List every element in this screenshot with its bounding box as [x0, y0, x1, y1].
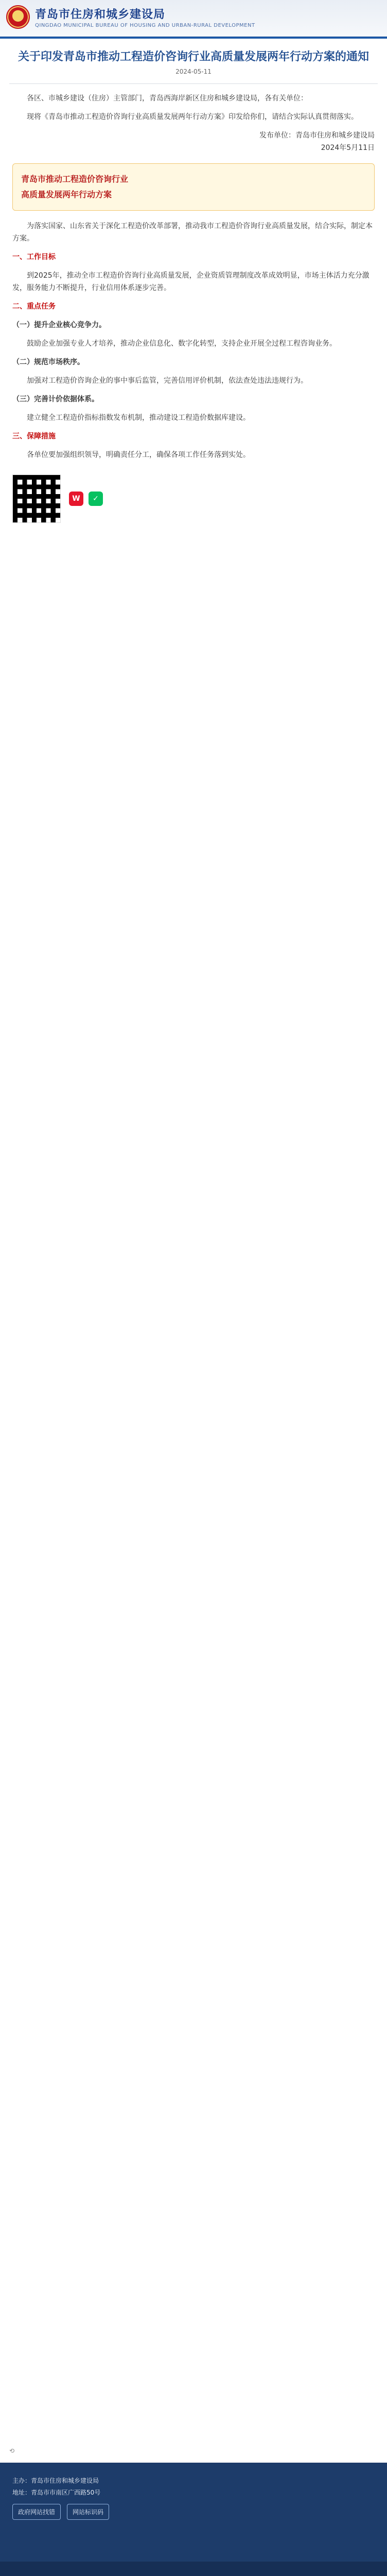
article-container: [0, 48, 387, 523]
doc-unit: 发布单位：青岛市住房和城乡建设局: [259, 131, 375, 140]
section-title-2: 二、重点任务: [12, 302, 56, 311]
top-header: [0, 0, 387, 37]
site-title: 青岛市住房和城乡建设局: [35, 8, 166, 21]
bottom-link[interactable]: ⟲: [9, 2447, 15, 2454]
para-5: 鼓励企业加强专业人才培养，推动企业信息化、数字化转型，支持企业开展全过程工程咨询业务。: [27, 340, 337, 348]
title-block: [0, 48, 387, 75]
title-divider: [9, 83, 378, 84]
doc-meta: [12, 129, 375, 154]
site-subtitle: QINGDAO MUNICIPAL BUREAU OF HOUSING AND URBAN-RURAL DEVELOPMENT: [35, 23, 255, 28]
publish-date: 2024-05-11: [175, 68, 212, 75]
subsection-1: （一）提升企业核心竞争力。: [12, 321, 106, 329]
para-6: 加强对工程造价咨询企业的事中事后监管，完善信用评价机制，依法查处违法违规行为。: [27, 377, 308, 385]
banner-title-2: 高质量发展两年行动方案: [21, 190, 112, 199]
subsection-2: （二）规范市场秩序。: [12, 358, 84, 366]
share-area: [12, 474, 375, 523]
footer-address: 地址：青岛市市南区广西路50号: [12, 2489, 101, 2496]
footer-bottom-bar: [0, 2562, 387, 2576]
plan-banner: [12, 163, 375, 211]
site-brand[interactable]: [6, 5, 255, 29]
subsection-3: （三）完善计价依据体系。: [12, 395, 99, 403]
section-title-1: 一、工作目标: [12, 253, 56, 261]
page-title: 关于印发青岛市推动工程造价咨询行业高质量发展两年行动方案的通知: [17, 50, 369, 63]
wechat-share-icon[interactable]: ✓: [89, 492, 103, 506]
para-4: 到2025年，推动全市工程造价咨询行业高质量发展，企业资质管理制度改革成效明显，市场主体活力充分激发，服务能力不断提升，行业信用体系逐步完善。: [12, 272, 370, 292]
badge-find-errors[interactable]: 政府网站找错: [12, 2504, 61, 2520]
para-3: 为落实国家、山东省关于深化工程造价改革部署，推动我市工程造价咨询行业高质量发展，结合实际，制定本方案。: [12, 222, 373, 243]
emblem-icon: [6, 5, 30, 29]
qr-code: [12, 474, 61, 523]
article-content: [0, 92, 387, 461]
para-7: 建立健全工程造价指标指数发布机制，推动建设工程造价数据库建设。: [27, 414, 250, 422]
para-2: 现将《青岛市推动工程造价咨询行业高质量发展两年行动方案》印发给你们，请结合实际认真贯彻落实。: [27, 113, 358, 121]
banner-title-1: 青岛市推动工程造价咨询行业: [21, 174, 129, 184]
badge-site-id: 网站标识码: [67, 2504, 109, 2520]
doc-date: 2024年5月11日: [321, 144, 375, 152]
share-buttons: [69, 492, 103, 506]
section-title-3: 三、保障措施: [12, 432, 56, 440]
para-8: 各单位要加强组织领导，明确责任分工，确保各项工作任务落到实处。: [27, 451, 250, 459]
weibo-share-icon[interactable]: W: [69, 492, 83, 506]
site-bar: [0, 37, 387, 39]
footer-host: 主办：青岛市住房和城乡建设局: [12, 2477, 99, 2484]
site-footer: [0, 2463, 387, 2576]
para-1: 各区、市城乡建设（住房）主管部门，青岛西海岸新区住房和城乡建设局，各有关单位：: [27, 94, 308, 103]
